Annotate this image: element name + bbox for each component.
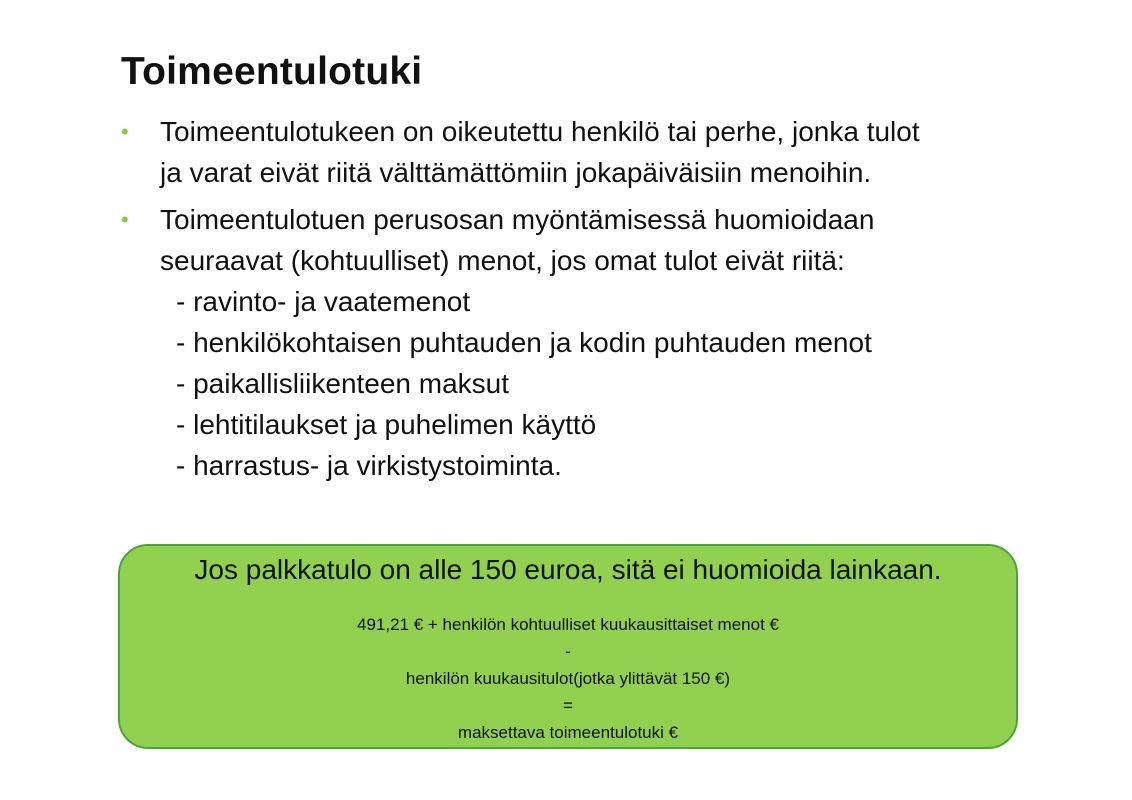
bullet-text-line: Toimeentulotukeen on oikeutettu henkilö tai perhe, jonka tulot [160, 116, 920, 147]
expense-item: - lehtitilaukset ja puhelimen käyttö [176, 409, 597, 440]
bullet-eligibility [121, 111, 1081, 193]
formula-result-line: maksettava toimeentulotuki € [457, 723, 679, 742]
formula-operator-minus: - [565, 642, 571, 661]
bullet-text-line: Toimeentulotuen perusosan myöntämisessä huomioidaan [160, 204, 875, 235]
expense-item: - harrastus- ja virkistystoiminta. [176, 450, 562, 481]
formula-line: 491,21 € + henkilön kohtuulliset kuukausittaiset menot € [357, 615, 779, 634]
support-formula [120, 611, 1016, 746]
expense-item: - paikallisliikenteen maksut [176, 368, 510, 399]
bullet-list [121, 111, 1081, 492]
expense-list [160, 281, 1081, 486]
expense-item: - ravinto- ja vaatemenot [176, 286, 471, 317]
bullet-text-line: seuraavat (kohtuulliset) menot, jos omat tulot eivät riitä: [160, 245, 845, 276]
bullet-basic-part-expenses [121, 199, 1081, 486]
bullet-marker-icon: • [121, 119, 129, 144]
formula-callout-box [118, 544, 1018, 749]
box-headline: Jos palkkatulo on alle 150 euroa, sitä ei huomioida lainkaan. [194, 554, 942, 585]
bullet-text-line: ja varat eivät riitä välttämättömiin jokapäiväisiin menoihin. [160, 157, 872, 188]
slide-title: Toimeentulotuki [121, 50, 423, 93]
bullet-marker-icon: • [121, 207, 129, 232]
expense-item: - henkilökohtaisen puhtauden ja kodin puhtauden menot [176, 327, 872, 358]
formula-line: henkilön kuukausitulot(jotka ylittävät 150 €) [405, 669, 731, 688]
formula-operator-equals: = [563, 696, 573, 715]
